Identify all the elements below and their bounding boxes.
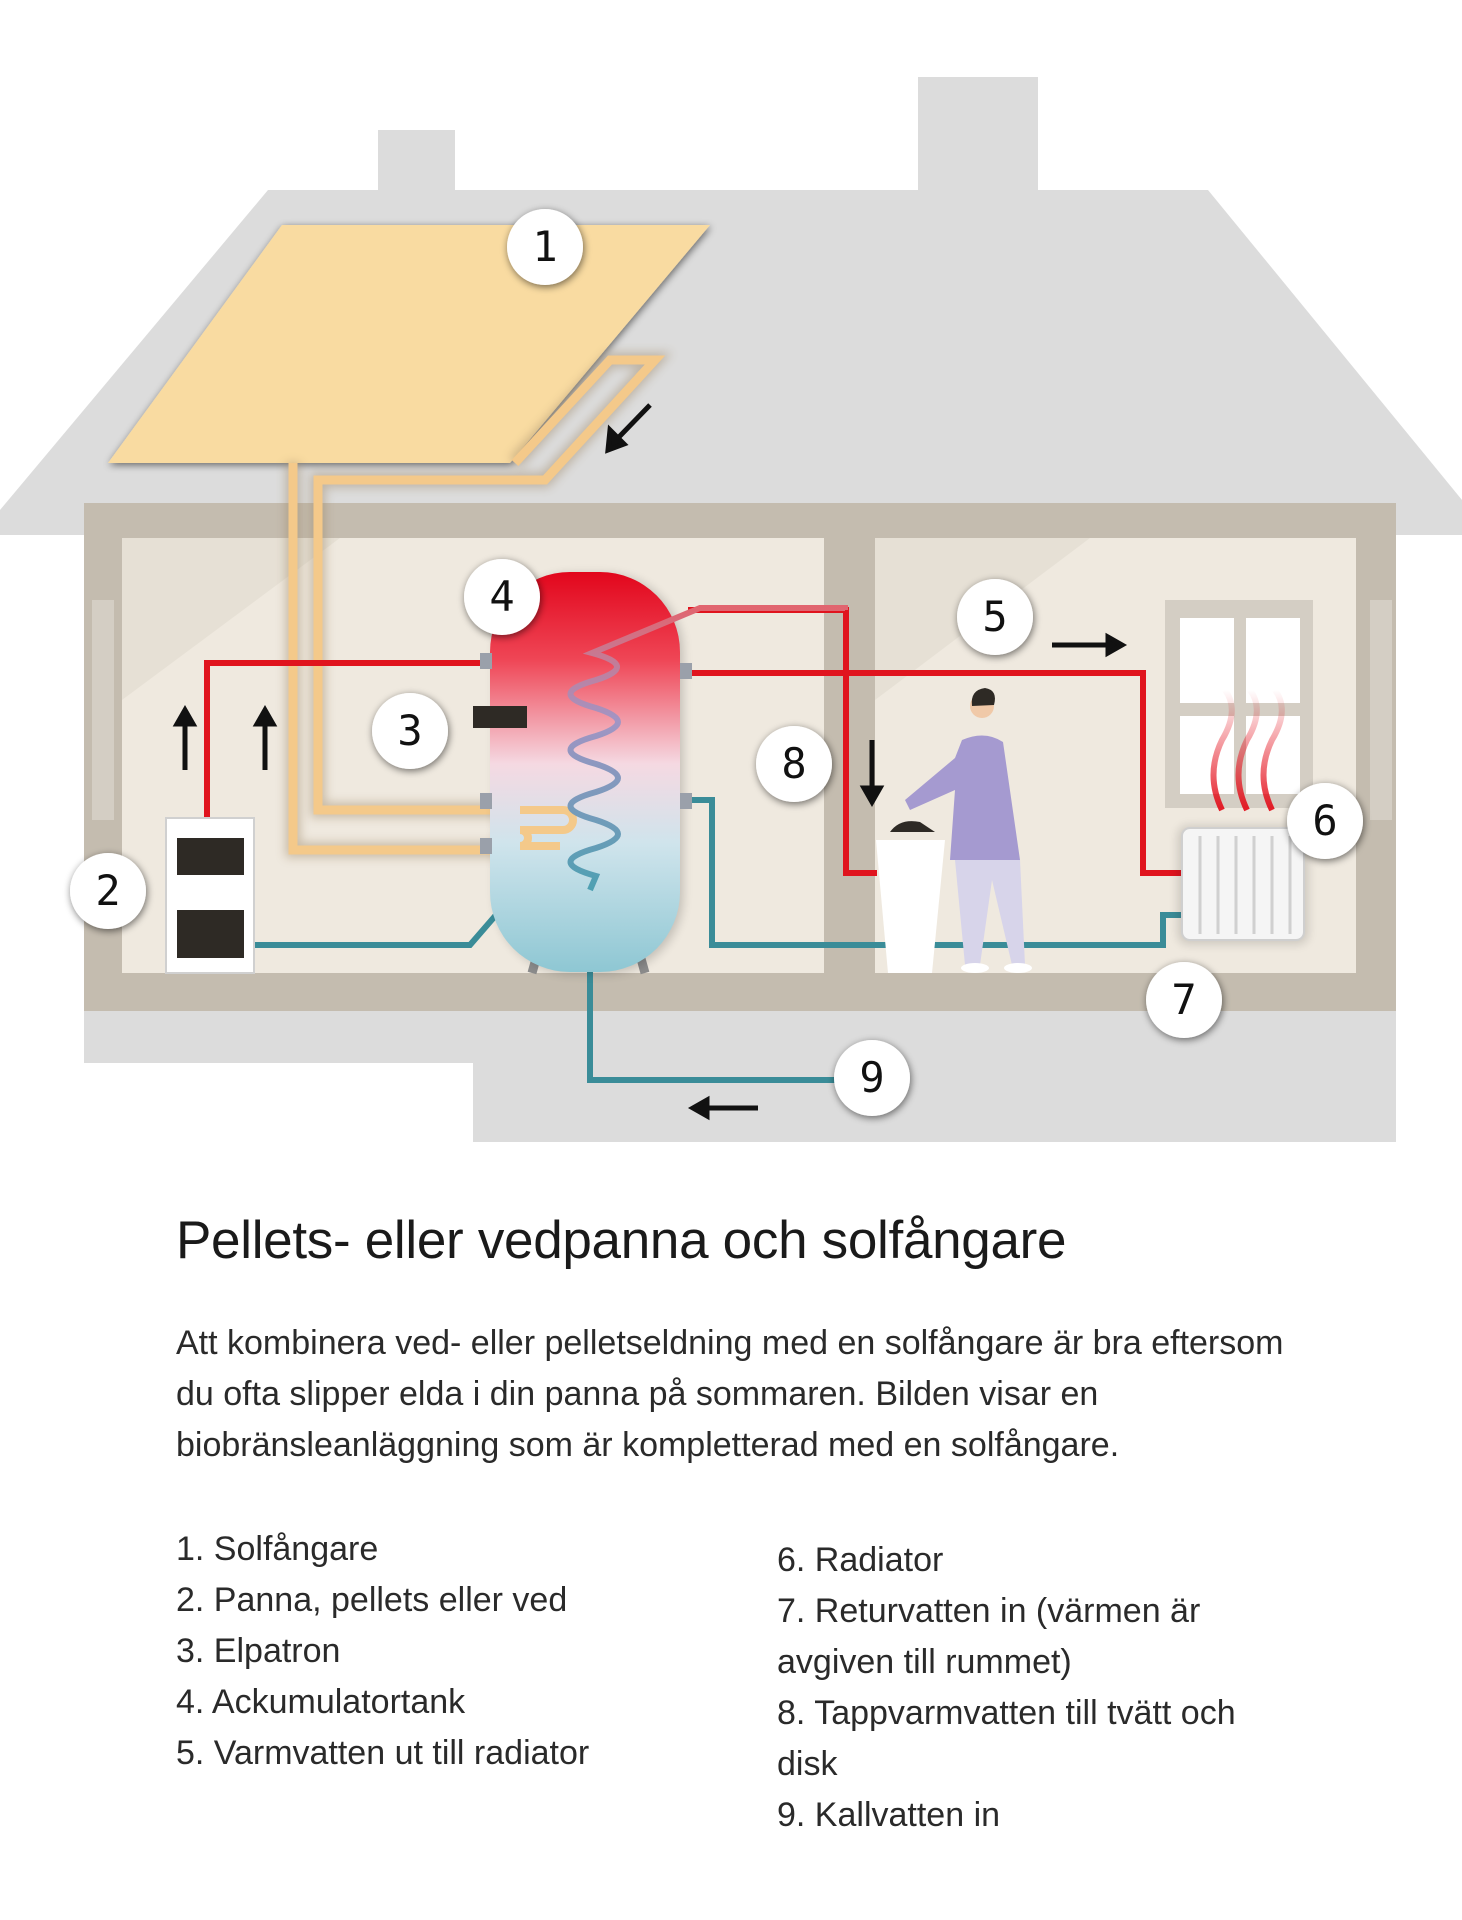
legend-list-left	[176, 1524, 696, 1779]
legend-item: 5. Varmvatten ut till radiator	[176, 1734, 590, 1772]
callout-6	[1287, 783, 1363, 859]
callout-8	[756, 726, 832, 802]
legend-item: 6. Radiator	[777, 1541, 944, 1579]
svg-text:8: 8	[781, 739, 807, 788]
callout-2	[70, 853, 146, 929]
boiler	[166, 818, 254, 973]
page-title: Pellets- eller vedpanna och solfångare	[176, 1211, 1067, 1270]
legend-item: 3. Elpatron	[176, 1632, 341, 1670]
legend-list-right	[777, 1535, 1297, 1841]
svg-text:4: 4	[489, 572, 515, 621]
callout-1	[507, 209, 583, 285]
svg-text:9: 9	[859, 1053, 885, 1102]
legend-item: 7. Returvatten in (värmen är avgiven till rummet)	[777, 1592, 1201, 1681]
legend-item: 9. Kallvatten in	[777, 1796, 1001, 1834]
svg-text:1: 1	[532, 222, 558, 271]
intro-paragraph: Att kombinera ved- eller pelletseldning med en solfångare är bra eftersom du ofta slipper elda i din panna på sommaren. Bilden visar en biobränsleanläggning som är kompletterad med en solfångare.	[176, 1324, 1284, 1464]
svg-text:5: 5	[982, 592, 1008, 641]
callout-9	[834, 1040, 910, 1116]
callout-7	[1146, 962, 1222, 1038]
svg-text:2: 2	[95, 866, 121, 915]
svg-text:7: 7	[1171, 975, 1197, 1024]
legend-item: 1. Solfångare	[176, 1530, 379, 1568]
svg-text:6: 6	[1312, 796, 1338, 845]
callout-4	[464, 559, 540, 635]
legend-item: 4. Ackumulatortank	[176, 1683, 466, 1721]
callout-3	[372, 693, 448, 769]
legend-item: 2. Panna, pellets eller ved	[176, 1581, 568, 1619]
svg-text:3: 3	[397, 706, 423, 755]
legend-item: 8. Tappvarmvatten till tvätt och disk	[777, 1694, 1236, 1783]
callout-5	[957, 579, 1033, 655]
